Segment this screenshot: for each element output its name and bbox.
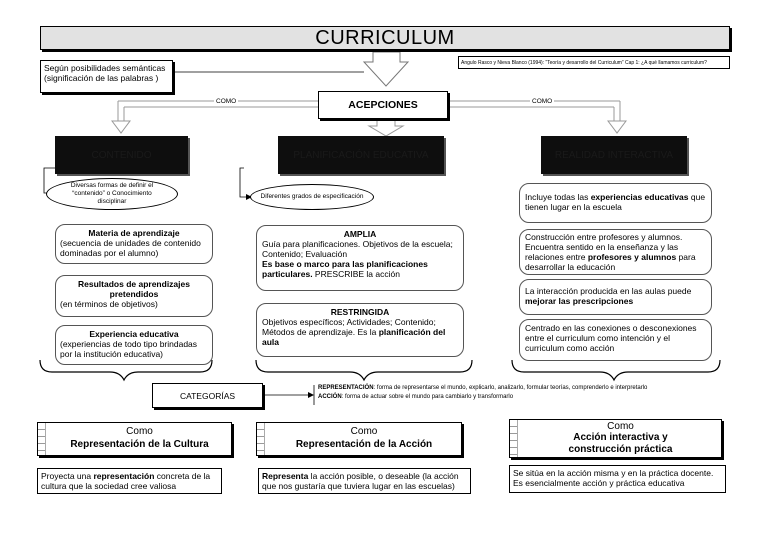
header-realidad	[541, 136, 687, 174]
header-planificacion-label: PLANIFICACIÓN EDUCATIVA	[293, 149, 429, 161]
card-cultura-spiral	[38, 423, 46, 455]
page-title: CURRICULUM	[315, 26, 455, 49]
citation-text: Angulo Rasco y Nieva Blanco (1994): “Teoría y desarrollo del Curriculum” Cap 1: ¿A qué llamamos curriculum?	[461, 60, 707, 66]
realidad-box-2-post: para desarrollar la educación	[525, 252, 696, 272]
amplia-title: AMPLIA	[343, 229, 377, 239]
contenido-item-1-desc: (secuencia de unidades de contenido dominadas por el alumno)	[60, 238, 201, 258]
card-cultura-title: Representación de la Cultura	[70, 439, 209, 450]
restringida-bold: planificación del aula	[262, 327, 446, 347]
amplia-end: PRESCRIBE la acción	[312, 269, 400, 279]
card-interactiva-spiral	[510, 420, 518, 457]
contenido-item-1-title: Materia de aprendizaje	[88, 228, 180, 238]
card-interactiva	[509, 419, 722, 458]
restringida-text: Objetivos específicos; Actividades; Contenido; Métodos de aprendizaje. Es la	[262, 317, 436, 337]
contenido-item-3	[55, 325, 213, 365]
realidad-box-1-pre: Incluye todas las	[525, 192, 591, 202]
acepciones-label: ACEPCIONES	[348, 99, 418, 111]
cultura-desc-bold: representación	[93, 471, 155, 481]
card-interactiva-title: Acción interactiva y construcción práctica	[568, 432, 673, 455]
amplia-box	[256, 225, 464, 291]
citation-box	[458, 56, 730, 69]
card-accion-spiral	[257, 423, 265, 455]
header-planificacion	[278, 136, 444, 174]
como-left-label: COMO	[216, 98, 237, 105]
realidad-box-3-pre: La interacción producida en las aulas puede	[525, 286, 692, 296]
semantic-note-box	[40, 60, 173, 93]
categorias-definitions	[318, 384, 738, 402]
como-right-label: COMO	[532, 98, 553, 105]
restringida-box	[256, 303, 464, 357]
header-contenido-label: CONTENIDO	[91, 149, 152, 161]
interactiva-desc: Se sitúa en la acción misma y en la práctica docente. Es esencialmente acción y práctica educativa	[513, 468, 714, 488]
card-interactiva-desc	[509, 465, 726, 493]
accion-desc-bold: Representa	[262, 471, 309, 481]
card-interactiva-como: Como	[607, 421, 634, 432]
representacion-def: : forma de representarse el mundo, explicarlo, analizarlo, formular teorías, comprenderlo e interpretarlo	[373, 385, 648, 391]
contenido-item-2-desc: (en términos de objetivos)	[60, 299, 158, 309]
categorias-label: CATEGORÍAS	[179, 390, 236, 401]
cultura-desc-post: concreta de la cultura que la sociedad cree valiosa	[41, 471, 211, 491]
cultura-desc-pre: Proyecta una	[41, 471, 94, 481]
acepciones-box	[318, 91, 448, 119]
planificacion-oval-text: Diferentes grados de especificación	[260, 193, 364, 200]
card-accion	[256, 422, 462, 456]
contenido-item-2	[55, 275, 213, 317]
realidad-box-2	[519, 229, 712, 275]
categorias-box	[152, 383, 263, 408]
planificacion-oval	[250, 184, 374, 210]
contenido-item-1	[55, 224, 213, 264]
accion-desc-post: la acción posible, o deseable (la acción que nos gustaría que tuviera lugar en las escuelas)	[262, 471, 459, 491]
header-realidad-label: REALIDAD INTERACTIVA	[554, 149, 674, 161]
amplia-bold: Es base o marco para las planificaciones particulares.	[262, 259, 428, 279]
card-cultura-desc	[37, 468, 222, 494]
realidad-box-2-pre: Construcción entre profesores y alumnos. Encuentra sentido en la enseñanza y las relaciones entre	[525, 232, 683, 262]
contenido-item-3-title: Experiencia educativa	[89, 329, 179, 339]
card-cultura	[37, 422, 232, 456]
accion-def: : forma de actuar sobre el mundo para cambiarlo y transformarlo	[341, 394, 514, 400]
semantic-note: Según posibilidades semánticas (significación de las palabras )	[44, 63, 166, 83]
amplia-text: Guía para planificaciones. Objetivos de la escuela; Contenido; Evaluación	[262, 239, 453, 259]
card-accion-desc	[258, 468, 471, 494]
realidad-box-4	[519, 319, 712, 361]
representacion-term: REPRESENTACIÓN	[318, 385, 374, 391]
restringida-title: RESTRINGIDA	[330, 307, 390, 317]
title-box	[40, 26, 730, 50]
contenido-oval	[46, 178, 178, 210]
accion-term: ACCIÓN	[318, 394, 342, 400]
realidad-box-3	[519, 279, 712, 315]
header-contenido	[55, 136, 188, 174]
contenido-item-2-title: Resultados de aprendizajes pretendidos	[78, 279, 190, 299]
realidad-box-3-bold: mejorar las prescripciones	[525, 296, 634, 306]
contenido-item-3-desc: (experiencias de todo tipo brindadas por la institución educativa)	[60, 339, 198, 359]
realidad-box-4-text: Centrado en las conexiones o desconexiones entre el curriculum como intención y el curriculum como acción	[525, 323, 697, 353]
realidad-box-2-bold: profesores y alumnos	[587, 252, 677, 262]
card-cultura-como: Como	[126, 426, 153, 437]
realidad-box-1-post: que tienen lugar en la escuela	[525, 192, 706, 212]
card-accion-title: Representación de la Acción	[295, 439, 433, 450]
realidad-box-1	[519, 183, 712, 223]
realidad-box-1-bold: experiencias educativas	[590, 192, 689, 202]
card-accion-como: Como	[350, 426, 378, 437]
contenido-oval-text: Diversas formas de definir el “contenido” o Conocimiento disciplinar	[70, 182, 154, 205]
